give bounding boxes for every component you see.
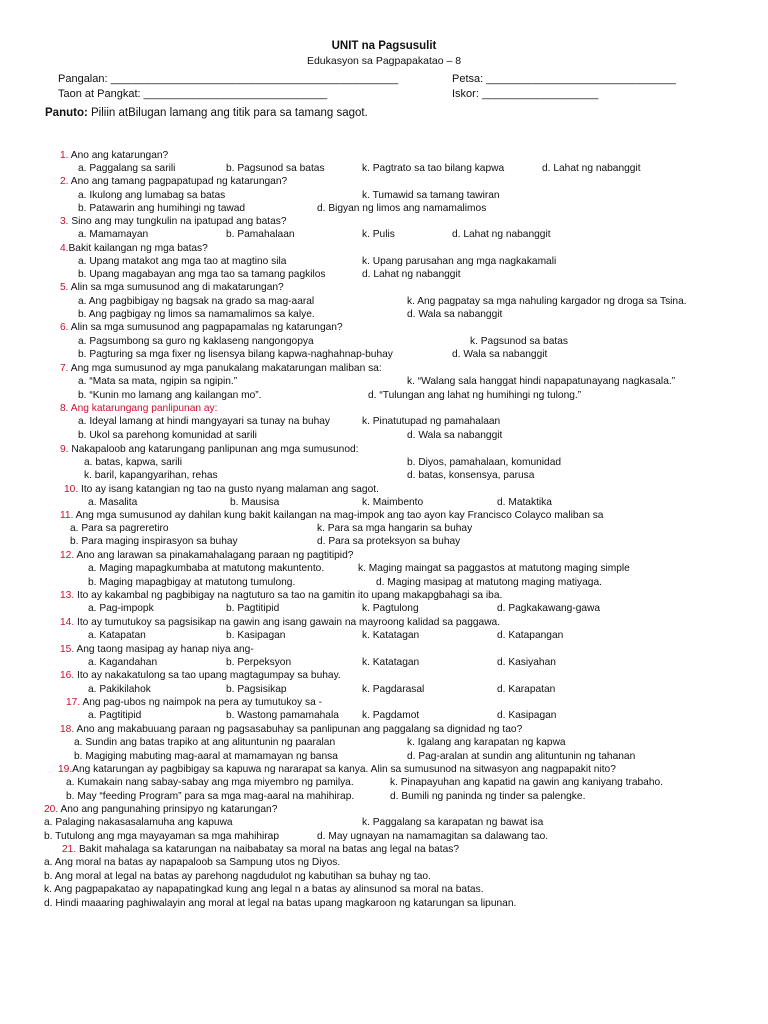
question-number: 17. xyxy=(66,697,81,708)
question-14 xyxy=(60,617,500,629)
question-2 xyxy=(60,176,287,188)
choice-k[interactable]: k. “Walang sala hanggat hindi napapatunayang nagkasala.” xyxy=(407,376,676,387)
choice-k[interactable]: k. Paggalang sa karapatan ng bawat isa xyxy=(362,817,544,828)
question-text: Ang pag-ubos ng naimpok na pera ay tumutukoy sa - xyxy=(80,697,322,708)
choice-b[interactable]: b. Ang pagbigay ng limos sa namamalimos sa kalye. xyxy=(78,309,315,320)
choice-b[interactable]: b. “Kunin mo lamang ang kailangan mo”. xyxy=(78,390,262,401)
question-number: 21. xyxy=(62,844,77,855)
question-text: Ano ang makabuuang paraan ng pagsasabuhay sa panlipunan ang paggalang sa dignidad ng tao? xyxy=(74,724,523,735)
question-18 xyxy=(60,724,522,736)
question-text: Ang taong masipag ay hanap niya ang- xyxy=(74,644,254,655)
question-text: Ang katarungan ay pagbibigay sa kapuwa ng nararapat sa kanya. Alin sa sumusunod na sitwasyon ang nagpapakit nito? xyxy=(72,764,616,775)
choice-a[interactable]: a. Maging mapagkumbaba at matutong makuntento. xyxy=(88,563,325,574)
question-number: 1. xyxy=(60,150,69,161)
choice-k[interactable]: k. Para sa mga hangarin sa buhay xyxy=(317,523,473,534)
choice-k[interactable]: k. Maging maingat sa paggastos at matutong maging simple xyxy=(358,563,630,574)
choice-d[interactable]: d. “Tulungan ang lahat ng humihingi ng tulong.” xyxy=(368,390,582,401)
question-text: Sino ang may tungkulin na ipatupad ang batas? xyxy=(68,216,287,227)
choice-k[interactable]: k. baril, kapangyarihan, rehas xyxy=(84,470,218,481)
choice-d[interactable]: d. Lahat ng nabanggit xyxy=(452,229,551,240)
choice-k[interactable]: k. Tumawid sa tamang tawiran xyxy=(362,190,500,201)
taon-pangkat-field[interactable]: Taon at Pangkat: ______________________________ xyxy=(58,88,328,100)
choice-a[interactable]: a. Pagsumbong sa guro ng kaklaseng nangongopya xyxy=(78,336,314,347)
choice-b[interactable]: b. Maging mapagbigay at matutong tumulong. xyxy=(88,577,296,588)
choice-b[interactable]: b. Perpeksyon xyxy=(226,657,292,668)
question-text: Bakit mahalaga sa katarungan na naibabatay sa moral na batas ang legal na batas? xyxy=(76,844,460,855)
question-text: Ano ang katarungan? xyxy=(68,150,169,161)
choice-b[interactable]: b. May “feeding Program” para sa mga mag-aaral na mahihirap. xyxy=(66,791,355,802)
question-11 xyxy=(60,510,603,522)
choice-a[interactable]: a. batas, kapwa, sarili xyxy=(84,457,182,468)
choice-k[interactable]: k. Pagdarasal xyxy=(362,684,425,695)
choice-b[interactable]: b. Magiging mabuting mag-aaral at mamamayan ng bansa xyxy=(74,751,338,762)
choice-d[interactable]: d. Para sa proteksyon sa buhay xyxy=(317,536,461,547)
question-number: 4. xyxy=(60,243,69,254)
choice-a[interactable]: a. Ang pagbibigay ng bagsak na grado sa mag-aaral xyxy=(78,296,315,307)
choice-a[interactable]: a. Upang matakot ang mga tao at magtino sila xyxy=(78,256,287,267)
choice-b[interactable]: b. Pagtitipid xyxy=(226,603,280,614)
choice-k[interactable]: k. Ang pagpapakatao ay napapatingkad kung ang legal n a batas ay alinsunod sa moral na batas. xyxy=(44,884,484,895)
question-21 xyxy=(62,844,459,856)
choice-b[interactable]: b. Ang moral at legal na batas ay parehong nagdudulot ng kabutihan sa buhay ng tao. xyxy=(44,871,431,882)
question-number: 11. xyxy=(60,510,74,521)
question-text: Nakapaloob ang katarungang panlipunan ang mga sumusunod: xyxy=(68,444,359,455)
question-number: 7. xyxy=(60,363,69,374)
choice-d[interactable]: d. Wala sa nabanggit xyxy=(407,309,503,320)
choice-b[interactable]: b. Pagsisikap xyxy=(226,684,287,695)
choice-a[interactable]: a. Ang moral na batas ay napapaloob sa Sampung utos ng Diyos. xyxy=(44,857,341,868)
question-text: Ito ay kakambal ng pagbibigay na nagtuturo sa tao na gamitin ito upang makapgbahagi sa iba. xyxy=(74,590,503,601)
choice-b[interactable]: b. Upang magabayan ang mga tao sa tamang pagkilos xyxy=(78,269,326,280)
choice-b[interactable]: b. Para maging inspirasyon sa buhay xyxy=(70,536,238,547)
question-number: 9. xyxy=(60,444,69,455)
choice-b[interactable]: b. Pagsunod sa batas xyxy=(226,163,325,174)
choice-d[interactable]: d. Lahat ng nabanggit xyxy=(362,269,461,280)
question-text: Bakit kailangan ng mga batas? xyxy=(68,243,208,254)
question-5 xyxy=(60,282,284,294)
choice-d[interactable]: d. Wala sa nabanggit xyxy=(452,349,548,360)
choice-d[interactable]: d. Lahat ng nabanggit xyxy=(542,163,641,174)
choice-b[interactable]: b. Tutulong ang mga mayayaman sa mga mahihirap xyxy=(44,831,280,842)
choice-a[interactable]: a. Para sa pagreretiro xyxy=(70,523,169,534)
question-text: Ito ay nakakatulong sa tao upang magtagumpay sa buhay. xyxy=(74,670,341,681)
question-text: Alin sa mga sumusunod ang di makatarungan? xyxy=(68,282,284,293)
question-7 xyxy=(60,363,382,375)
choice-d[interactable]: d. Maging masipag at matutong maging matiyaga. xyxy=(376,577,602,588)
question-number: 20. xyxy=(44,804,59,815)
choice-k[interactable]: k. Upang parusahan ang mga nagkakamali xyxy=(362,256,557,267)
choice-k[interactable]: k. Pagtrato sa tao bilang kapwa xyxy=(362,163,505,174)
question-4 xyxy=(60,243,208,255)
choice-b[interactable]: b. Pagturing sa mga fixer ng lisensya bilang kapwa-naghahnap-buhay xyxy=(78,349,393,360)
question-9 xyxy=(60,444,359,456)
petsa-field[interactable]: Petsa: _______________________________ xyxy=(452,73,676,85)
choice-b[interactable]: b. Diyos, pamahalaan, komunidad xyxy=(407,457,562,468)
question-text: Ang katarungang panlipunan ay: xyxy=(68,403,218,414)
question-1 xyxy=(60,150,168,162)
choice-k[interactable]: k. Katatagan xyxy=(362,630,420,641)
choice-d[interactable]: d. batas, konsensya, parusa xyxy=(407,470,535,481)
question-8 xyxy=(60,403,217,415)
question-text: Alin sa mga sumusunod ang pagpapamalas ng katarungan? xyxy=(68,322,343,333)
choice-d[interactable]: d. Mataktika xyxy=(497,497,552,508)
instructions-text: Piliin atBilugan lamang ang titik para sa tamang sagot. xyxy=(87,107,368,119)
question-number: 10. xyxy=(64,484,79,495)
instructions-label: Panuto: xyxy=(45,107,88,119)
choice-k[interactable]: k. Maimbento xyxy=(362,497,424,508)
question-text: Ano ang tamang pagpapatupad ng katarungan? xyxy=(68,176,288,187)
question-text: Ito ay tumutukoy sa pagsisikap na gawin ang isang gawain na mayroong kalidad sa paggawa. xyxy=(74,617,501,628)
choice-k[interactable]: k. Pinatutupad ng pamahalaan xyxy=(362,416,501,427)
choice-a[interactable]: a. Paggalang sa sarili xyxy=(78,163,176,174)
question-15 xyxy=(60,644,254,656)
question-number: 8. xyxy=(60,403,69,414)
choice-b[interactable]: b. Kasipagan xyxy=(226,630,286,641)
question-number: 6. xyxy=(60,322,69,333)
choice-a[interactable]: a. Palaging nakasasalamuha ang kapuwa xyxy=(44,817,233,828)
question-19 xyxy=(58,764,616,776)
choice-b[interactable]: b. Pamahalaan xyxy=(226,229,295,240)
choice-a[interactable]: a. Ideyal lamang at hindi mangyayari sa tunay na buhay xyxy=(78,416,331,427)
pangalan-field[interactable]: Pangalan: _______________________________________________ xyxy=(58,73,399,85)
question-text: Ito ay isang katangian ng tao na gusto nyang malaman ang sagot. xyxy=(78,484,379,495)
question-number: 18. xyxy=(60,724,75,735)
question-number: 13. xyxy=(60,590,75,601)
question-17 xyxy=(66,697,322,709)
choice-b[interactable]: b. Patawarin ang humihingi ng tawad xyxy=(78,203,246,214)
question-text: Ang mga sumusunod ay mga panukalang makatarungan maliban sa: xyxy=(68,363,382,374)
choice-a[interactable]: a. Pag-impopk xyxy=(88,603,154,614)
choice-d[interactable]: d. Kasiyahan xyxy=(497,657,556,668)
choice-k[interactable]: k. Pinapayuhan ang kapatid na gawin ang kaniyang trabaho. xyxy=(390,777,664,788)
question-text: Ano ang pangunahing prinsipyo ng katarungan? xyxy=(58,804,278,815)
choice-k[interactable]: k. Katatagan xyxy=(362,657,420,668)
choice-a[interactable]: a. Masalita xyxy=(88,497,138,508)
question-10 xyxy=(64,484,379,496)
choice-b[interactable]: b. Mausisa xyxy=(230,497,280,508)
choice-k[interactable]: k. Igalang ang karapatan ng kapwa xyxy=(407,737,566,748)
question-number: 3. xyxy=(60,216,69,227)
question-number: 16. xyxy=(60,670,75,681)
choice-a[interactable]: a. Kumakain nang sabay-sabay ang mga miyembro ng pamilya. xyxy=(66,777,354,788)
question-number: 14. xyxy=(60,617,75,628)
question-16 xyxy=(60,670,341,682)
choice-a[interactable]: a. Kagandahan xyxy=(88,657,158,668)
question-number: 15. xyxy=(60,644,75,655)
choice-d[interactable]: d. Katapangan xyxy=(497,630,564,641)
question-text: Ano ang larawan sa pinakamahalagang paraan ng pagtitipid? xyxy=(74,550,354,561)
choice-a[interactable]: a. Sundin ang batas trapiko at ang alituntunin ng paaralan xyxy=(74,737,336,748)
exam-title: UNIT na Pagsusulit xyxy=(331,40,437,52)
iskor-field[interactable]: Iskor: ___________________ xyxy=(452,88,599,100)
choice-a[interactable]: a. Pakikilahok xyxy=(88,684,151,695)
choice-k[interactable]: k. Pulis xyxy=(362,229,395,240)
question-20 xyxy=(44,804,277,816)
question-number: 5. xyxy=(60,282,69,293)
choice-d[interactable]: d. Bumili ng paninda ng tinder sa palengke. xyxy=(390,791,586,802)
question-13 xyxy=(60,590,502,602)
question-3 xyxy=(60,216,287,228)
question-number: 12. xyxy=(60,550,75,561)
choice-d[interactable]: d. Pag-aralan at sundin ang alituntunin ng tahanan xyxy=(407,751,636,762)
choice-a[interactable]: a. Ikulong ang lumabag sa batas xyxy=(78,190,226,201)
choice-a[interactable]: a. Mamamayan xyxy=(78,229,149,240)
choice-d[interactable]: d. Kasipagan xyxy=(497,710,557,721)
question-number: 2. xyxy=(60,176,69,187)
instructions xyxy=(45,107,368,119)
question-6 xyxy=(60,322,343,334)
choice-a[interactable]: a. “Mata sa mata, ngipin sa ngipin.” xyxy=(78,376,238,387)
choice-d[interactable]: d. Bigyan ng limos ang namamalimos xyxy=(317,203,487,214)
choice-k[interactable]: k. Pagtulong xyxy=(362,603,419,614)
choice-a[interactable]: a. Katapatan xyxy=(88,630,146,641)
choice-b[interactable]: b. Wastong pamamahala xyxy=(226,710,339,721)
choice-k[interactable]: k. Pagsunod sa batas xyxy=(470,336,568,347)
exam-subtitle: Edukasyon sa Pagpapakatao – 8 xyxy=(306,55,462,67)
choice-d[interactable]: d. Hindi maaaring paghiwalayin ang moral at legal na batas upang magkaroon ng katarungan sa lipunan. xyxy=(44,898,517,909)
choice-k[interactable]: k. Pagdamot xyxy=(362,710,420,721)
choice-d[interactable]: d. Karapatan xyxy=(497,684,556,695)
choice-b[interactable]: b. Ukol sa parehong komunidad at sarili xyxy=(78,430,257,441)
question-12 xyxy=(60,550,353,562)
choice-d[interactable]: d. Wala sa nabanggit xyxy=(407,430,503,441)
choice-a[interactable]: a. Pagtitipid xyxy=(88,710,142,721)
choice-k[interactable]: k. Ang pagpatay sa mga nahuling kargador ng droga sa Tsina. xyxy=(407,296,687,307)
choice-d[interactable]: d. May ugnayan na namamagitan sa dalawang tao. xyxy=(317,831,549,842)
question-text: Ang mga sumusunod ay dahilan kung bakit kailangan na mag-impok ang tao ayon kay Francisco Colayco maliban sa xyxy=(73,510,604,521)
question-number: 19. xyxy=(58,764,73,775)
choice-d[interactable]: d. Pagkakawang-gawa xyxy=(497,603,601,614)
